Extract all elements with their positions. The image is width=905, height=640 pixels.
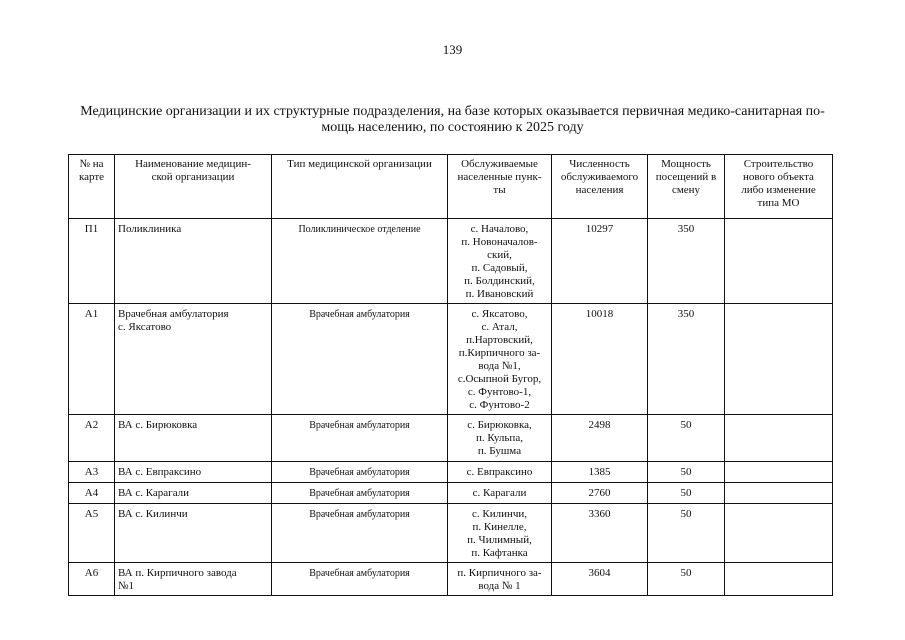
population-cell: 10297 xyxy=(552,219,648,304)
table-row xyxy=(69,504,833,563)
capacity-cell: 50 xyxy=(648,462,725,483)
map-number-cell: А6 xyxy=(69,563,115,596)
map-number-cell: А3 xyxy=(69,462,115,483)
population-cell: 2498 xyxy=(552,415,648,462)
document-title xyxy=(70,104,835,136)
construction-cell xyxy=(725,415,833,462)
table-row xyxy=(69,304,833,415)
settlements-cell: с. Яксатово, с. Атал, п.Нартовский, п.Кирпичного за- вода №1, с.Осыпной Бугор, с. Фунтово-1, с. Фунтово-2 xyxy=(448,304,552,415)
page-number: 139 xyxy=(442,42,463,57)
organization-name-cell: Врачебная амбулатория с. Яксатово xyxy=(115,304,272,415)
settlements-cell: с. Бирюковка, п. Кульпа, п. Бушма xyxy=(448,415,552,462)
population-cell: 3604 xyxy=(552,563,648,596)
organization-type-cell: Врачебная амбулатория xyxy=(272,504,448,563)
header-settlements: Обслуживаемые населенные пунк- ты xyxy=(448,155,552,219)
settlements-cell: с. Карагали xyxy=(448,483,552,504)
capacity-cell: 50 xyxy=(648,563,725,596)
table-row xyxy=(69,563,833,596)
header-organization-name: Наименование медицин- ской организации xyxy=(115,155,272,219)
construction-cell xyxy=(725,483,833,504)
settlements-cell: с. Килинчи, п. Кинелле, п. Чилимный, п. Кафтанка xyxy=(448,504,552,563)
construction-cell xyxy=(725,219,833,304)
table-row xyxy=(69,415,833,462)
map-number-cell: А1 xyxy=(69,304,115,415)
organization-type-cell: Поликлиническое отделение xyxy=(272,219,448,304)
capacity-cell: 50 xyxy=(648,415,725,462)
settlements-cell: п. Кирпичного за- вода № 1 xyxy=(448,563,552,596)
organization-type-cell: Врачебная амбулатория xyxy=(272,462,448,483)
population-cell: 3360 xyxy=(552,504,648,563)
organization-name-cell: ВА п. Кирпичного завода №1 xyxy=(115,563,272,596)
capacity-cell: 350 xyxy=(648,219,725,304)
map-number-cell: А4 xyxy=(69,483,115,504)
settlements-cell: с. Началово, п. Новоначалов- ский, п. Садовый, п. Болдинский, п. Ивановский xyxy=(448,219,552,304)
organization-type-cell: Врачебная амбулатория xyxy=(272,415,448,462)
organization-name-cell: ВА с. Евпраксино xyxy=(115,462,272,483)
map-number-cell: П1 xyxy=(69,219,115,304)
medical-organizations-table xyxy=(68,154,833,596)
title-line: Медицинские организации и их структурные подразделения, на базе которых оказывается первичная медико-санитарная по- xyxy=(80,104,825,119)
header-capacity: Мощность посещений в смену xyxy=(648,155,725,219)
table-row xyxy=(69,462,833,483)
title-line: мощь населению, по состоянию к 2025 году xyxy=(321,120,584,135)
population-cell: 2760 xyxy=(552,483,648,504)
population-cell: 10018 xyxy=(552,304,648,415)
organization-name-cell: ВА с. Карагали xyxy=(115,483,272,504)
population-cell: 1385 xyxy=(552,462,648,483)
construction-cell xyxy=(725,304,833,415)
header-construction: Строительство нового объекта либо изменение типа МО xyxy=(725,155,833,219)
capacity-cell: 350 xyxy=(648,304,725,415)
table-row xyxy=(69,219,833,304)
organization-type-cell: Врачебная амбулатория xyxy=(272,563,448,596)
header-organization-type: Тип медицинской организации xyxy=(272,155,448,219)
organization-type-cell: Врачебная амбулатория xyxy=(272,483,448,504)
organization-name-cell: Поликлиника xyxy=(115,219,272,304)
capacity-cell: 50 xyxy=(648,504,725,563)
map-number-cell: А5 xyxy=(69,504,115,563)
construction-cell xyxy=(725,504,833,563)
construction-cell xyxy=(725,563,833,596)
organization-name-cell: ВА с. Килинчи xyxy=(115,504,272,563)
construction-cell xyxy=(725,462,833,483)
capacity-cell: 50 xyxy=(648,483,725,504)
organization-name-cell: ВА с. Бирюковка xyxy=(115,415,272,462)
table-header-row xyxy=(69,155,833,219)
header-map-number: № на карте xyxy=(69,155,115,219)
table-row xyxy=(69,483,833,504)
settlements-cell: с. Евпраксино xyxy=(448,462,552,483)
map-number-cell: А2 xyxy=(69,415,115,462)
organization-type-cell: Врачебная амбулатория xyxy=(272,304,448,415)
header-population: Численность обслуживаемого населения xyxy=(552,155,648,219)
